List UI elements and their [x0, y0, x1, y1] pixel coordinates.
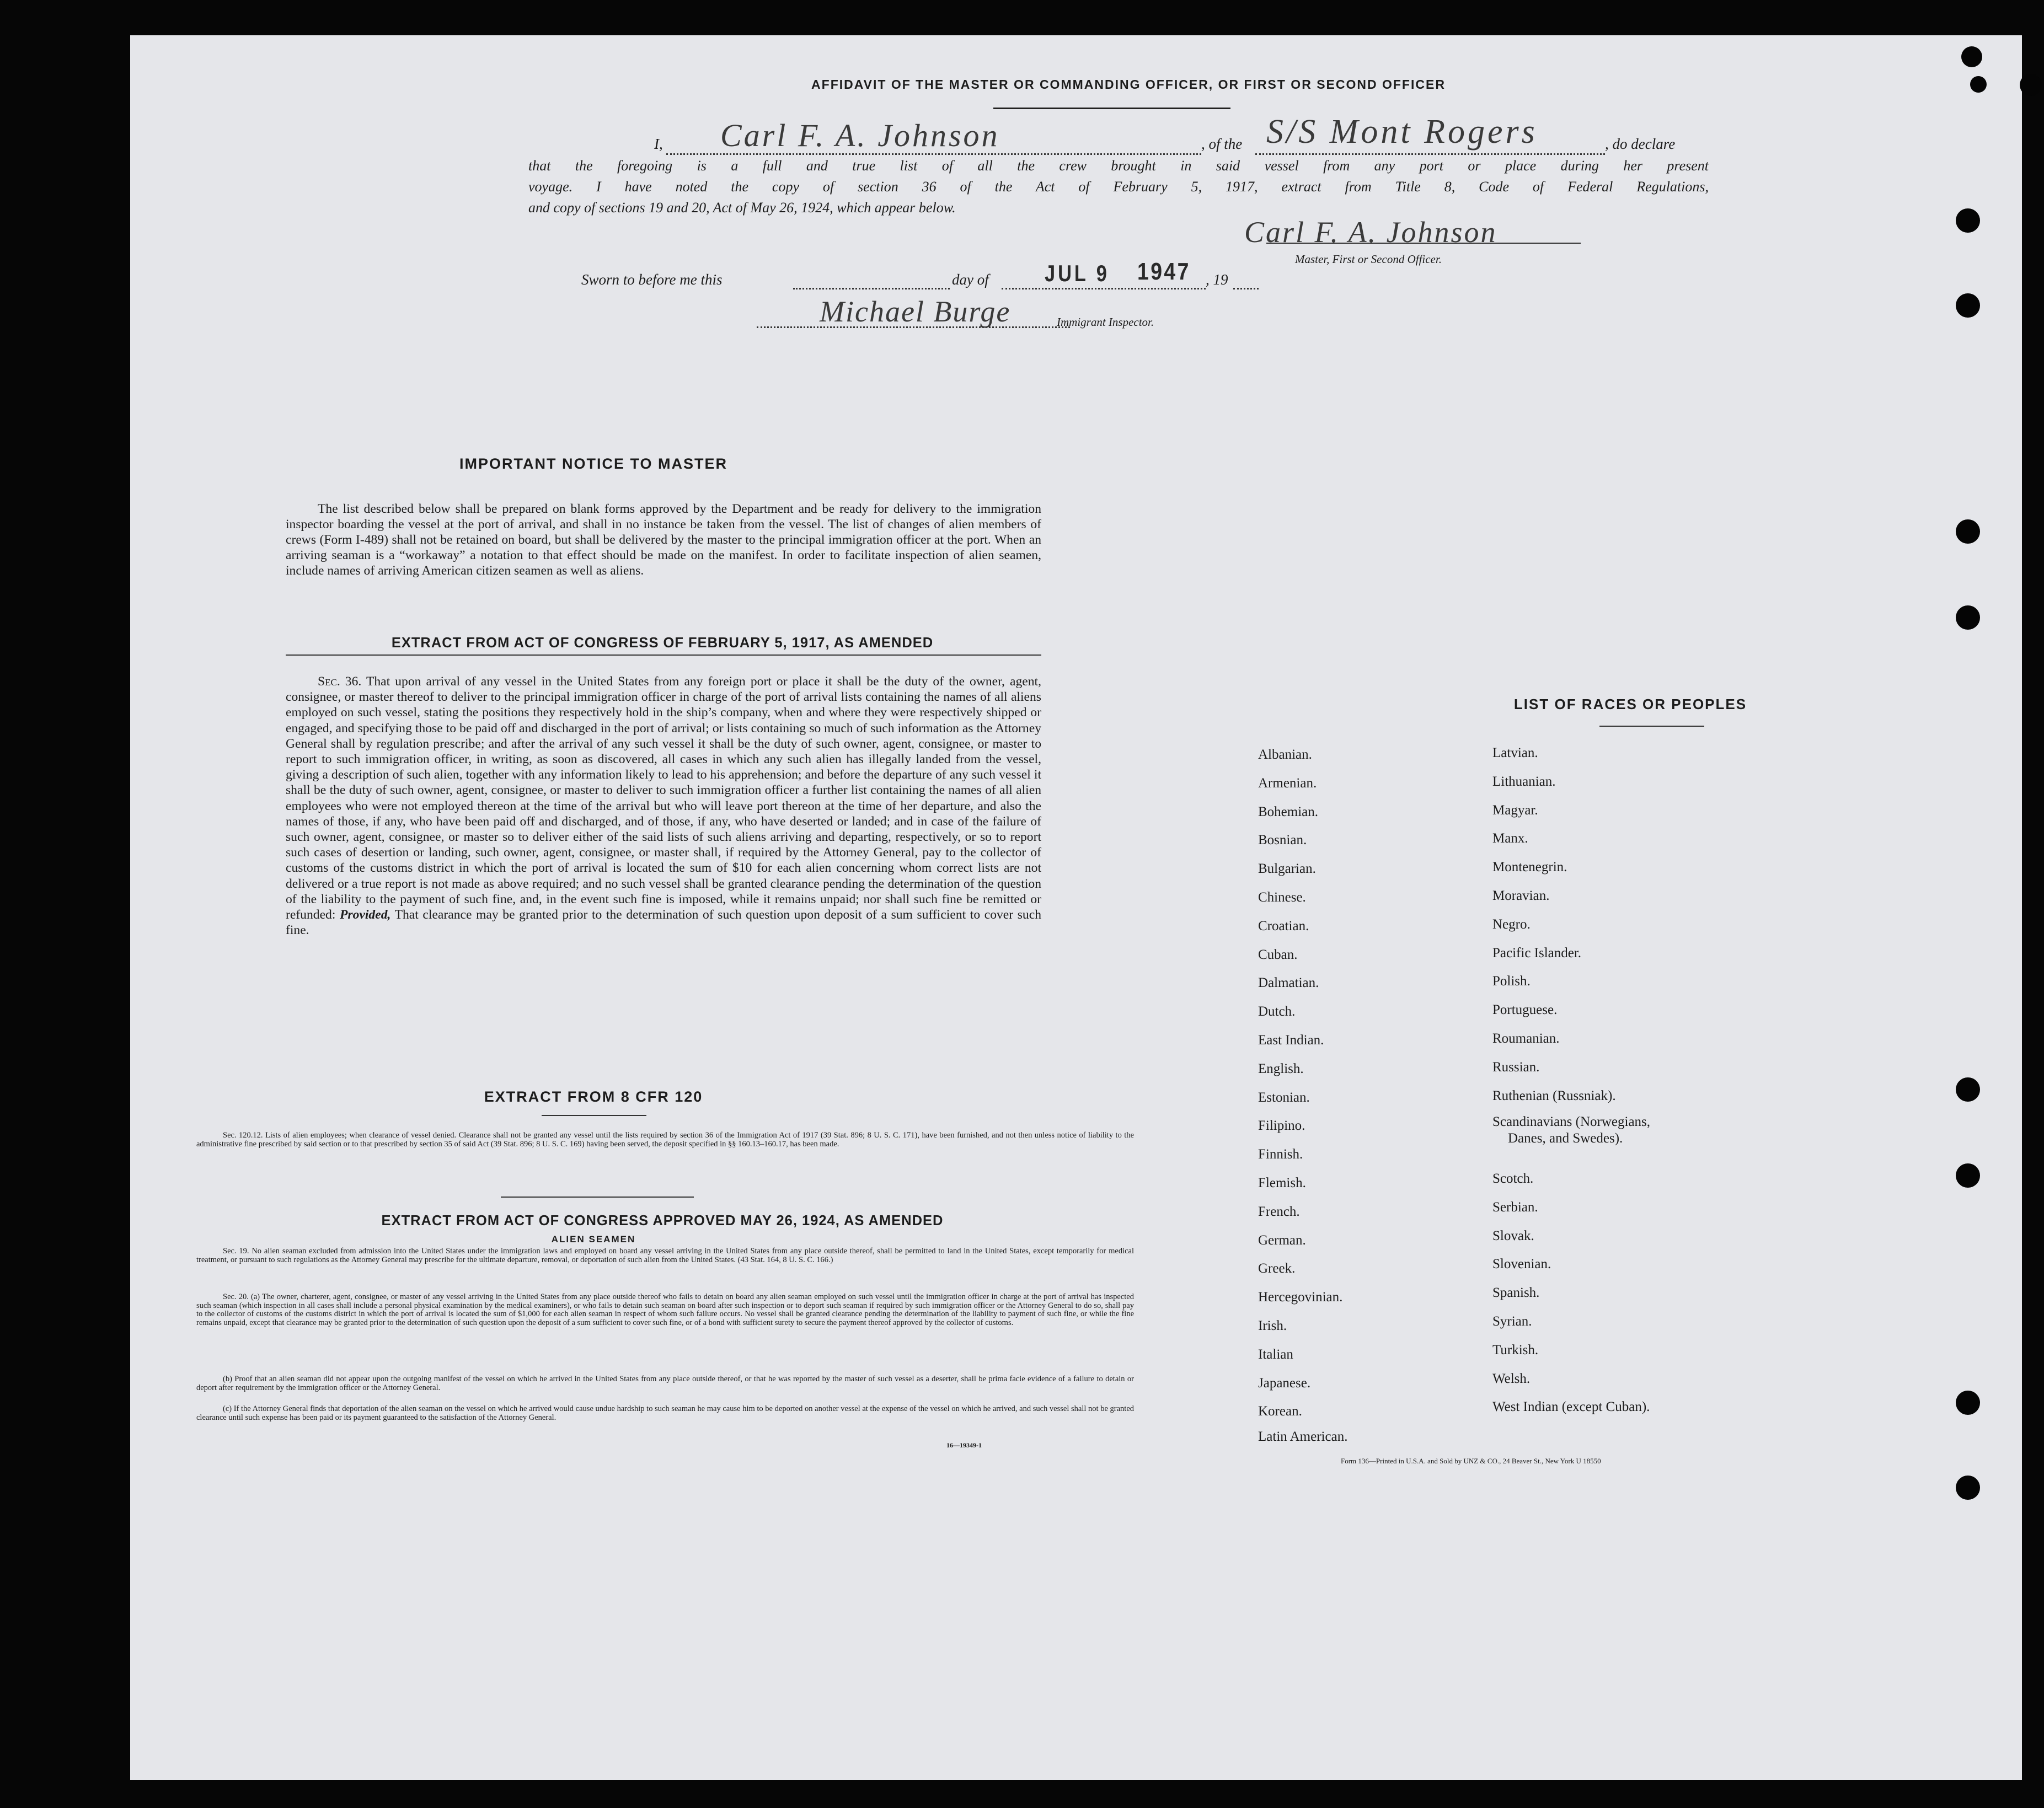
inspector-signature: Michael Burge — [820, 295, 1011, 328]
people-item: Slovak. — [1492, 1228, 1534, 1243]
people-item: East Indian. — [1258, 1032, 1324, 1048]
people-item: Bulgarian. — [1258, 861, 1316, 877]
act-1924-heading: EXTRACT FROM ACT OF CONGRESS APPROVED MAY 26, 1924, AS AMENDED — [381, 1213, 944, 1228]
scandinavians-line-2: Danes, and Swedes). — [1508, 1131, 1623, 1146]
act-1924-sec-19: Sec. 19. No alien seaman excluded from admission into the United States under the immigration laws and employed on board any vessel arriving in the United States from any place outside thereof, shall be permitted to land in the United States, except temporarily for medical treatment, or pursuant to such regulations as the Attorney General may prescribe for the ultimate departure, removal, or deportation of such alien from the United States. (43 Stat. 164, 8 U. S. C. 166.) — [196, 1247, 1134, 1264]
punch-hole — [1956, 519, 1980, 544]
act-1924-sec-20a: Sec. 20. (a) The owner, charterer, agent, consignee, or master of any vessel arriving in the United States from any place outside thereof who fails to detain on board any alien seaman employed on such vessel until the immigration officer in charge at the port of arrival has inspected such seaman (which inspection in all cases shall include a personal physical examination by the medical examiners), or who fails to detain such seaman on board after such inspection or to deport such seaman if required by such immigration officer or the Attorney General to do so, shall pay to the collector of customs of the customs district in which the port of arrival is located the sum of $1,000 for each alien seaman in respect of whom such failure occurs. No vessel shall be granted clearance pending the determination of the liability to payment of such fine, or while the fine remains unpaid, except that clearance may be granted prior to the determination of such question upon the deposit of a sum sufficient to cover such fine, or of a bond with sufficient surety to secure the payment thereof approved by the collector of customs. — [196, 1292, 1134, 1327]
people-item: Latin American. — [1258, 1429, 1348, 1445]
people-item: Filipino. — [1258, 1118, 1305, 1134]
people-item: Irish. — [1258, 1318, 1287, 1333]
people-item: Hercegovinian. — [1258, 1290, 1343, 1305]
people-item: Dalmatian. — [1258, 975, 1319, 991]
people-item: English. — [1258, 1061, 1304, 1076]
declaration-i: I, — [654, 136, 663, 152]
people-item: Finnish. — [1258, 1147, 1303, 1162]
sworn-month-line — [1002, 288, 1206, 289]
notice-heading: IMPORTANT NOTICE TO MASTER — [459, 455, 727, 472]
people-item: Greek. — [1258, 1261, 1296, 1276]
punch-hole — [1961, 46, 1982, 67]
punch-hole — [1956, 1476, 1980, 1500]
cfr-end-rule — [501, 1197, 694, 1198]
people-item: Croatian. — [1258, 918, 1309, 933]
cfr-heading-rule — [542, 1115, 646, 1116]
act-1917-section-label: Sec. 36. — [318, 674, 362, 689]
punch-hole — [1956, 1163, 1980, 1188]
people-item: Armenian. — [1258, 775, 1317, 791]
people-item: Dutch. — [1258, 1004, 1296, 1020]
people-item: German. — [1258, 1232, 1306, 1248]
people-item: French. — [1258, 1204, 1300, 1219]
cfr-heading: EXTRACT FROM 8 CFR 120 — [484, 1088, 703, 1105]
sworn-label: Sworn to before me this — [581, 271, 723, 288]
do-declare-text: , do declare — [1605, 136, 1676, 152]
people-item: Ruthenian (Russniak). — [1492, 1088, 1616, 1103]
people-item: Latvian. — [1492, 745, 1538, 760]
people-item: Spanish. — [1492, 1285, 1540, 1301]
punch-hole — [1956, 208, 1980, 233]
nineteen-label: , 19 — [1206, 271, 1228, 288]
peoples-left-column — [1258, 741, 1446, 1448]
peoples-heading-rule — [1599, 726, 1704, 727]
vessel-name-handwritten: S/S Mont Rogers — [1266, 113, 1538, 151]
people-item: Manx. — [1492, 831, 1528, 846]
act-1917-heading: EXTRACT FROM ACT OF CONGRESS OF FEBRUARY 5, 1917, AS AMENDED — [391, 635, 934, 651]
form-footer: Form 136—Printed in U.S.A. and Sold by UNZ & CO., 24 Beaver St., New York U 18550 — [1341, 1457, 1601, 1465]
peoples-right-column-b — [1492, 1165, 1768, 1421]
people-item: Cuban. — [1258, 947, 1298, 962]
people-item: Magyar. — [1492, 802, 1538, 818]
people-item: Pacific Islander. — [1492, 945, 1582, 961]
punch-hole — [1956, 293, 1980, 318]
people-item: Japanese. — [1258, 1375, 1311, 1391]
master-signature-line — [1266, 243, 1581, 244]
peoples-heading: LIST OF RACES OR PEOPLES — [1513, 696, 1747, 712]
vessel-line — [1255, 153, 1605, 155]
people-item: Scotch. — [1492, 1171, 1534, 1186]
act-1917-body — [286, 674, 1041, 938]
of-the-text: , of the — [1201, 136, 1243, 152]
day-of-label: day of — [952, 271, 989, 288]
peoples-right-column-a — [1492, 739, 1768, 1110]
master-signature: Carl F. A. Johnson — [1244, 216, 1497, 249]
people-item: Bosnian. — [1258, 833, 1307, 848]
act-1924-sec-20b: (b) Proof that an alien seaman did not appear upon the outgoing manifest of the vessel on which he arrived in the United States from any place outside thereof, or that he was reported by the master of such vessel as a deserter, shall be prima facie evidence of a failure to detain or deport after requirement by the immigration officer or the Attorney General. — [196, 1375, 1134, 1392]
master-label: Master, First or Second Officer. — [1295, 253, 1442, 266]
people-item: Moravian. — [1492, 888, 1550, 903]
act-1924-sec-20c: (c) If the Attorney General finds that deportation of the alien seaman on the vessel on which he arrived would cause undue hardship to such seaman he may cause him to be deported on another vessel at the expense of the vessel on which he arrived, and such vessel shall not be granted clearance until such expense has been paid or its payment guaranteed to the satisfaction of the Attorney General. — [196, 1404, 1134, 1422]
punch-hole — [1956, 605, 1980, 630]
inspector-label: Immigrant Inspector. — [1057, 315, 1154, 329]
scandinavians-line-1: Scandinavians (Norwegians, — [1492, 1114, 1651, 1129]
people-item: Albanian. — [1258, 747, 1312, 762]
sworn-year-line — [1233, 288, 1259, 289]
sworn-day-line — [793, 288, 950, 289]
master-name-handwritten: Carl F. A. Johnson — [720, 117, 1000, 153]
people-item: Roumanian. — [1492, 1031, 1560, 1046]
declaration-line-2: voyage. I have noted the copy of section 36 of the Act of February 5, 1917, extract from Title 8, Code of Federal Regulations, — [528, 179, 1709, 195]
punch-hole — [1956, 1391, 1980, 1415]
people-item: Welsh. — [1492, 1371, 1531, 1386]
people-item: Lithuanian. — [1492, 774, 1556, 789]
people-item: Italian — [1258, 1346, 1293, 1362]
people-item: Syrian. — [1492, 1313, 1532, 1329]
people-item: Korean. — [1258, 1404, 1302, 1419]
people-item: Portuguese. — [1492, 1002, 1558, 1018]
declaration-line-1: that the foregoing is a full and true list of all the crew brought in said vessel from any port or place during her present — [528, 158, 1709, 174]
people-item: Russian. — [1492, 1059, 1540, 1075]
people-item: Turkish. — [1492, 1342, 1539, 1358]
act-1917-text-a: That upon arrival of any vessel in the United States from any foreign port or place it shall be the duty of the owner, agent, consignee, or master thereof to deliver to the principal immigration officer in charge of the port of arrival lists containing the names of all aliens employed on such vessel, stating the positions they respectively hold in the ship’s company, when and where they were respectively shipped or engaged, and specifying those to be paid off and discharged in the port of arrival; or lists containing so much of such information as the Attorney General shall by regulation prescribe; and after the arrival of any such vessel it shall be the duty of such owner, agent, consignee, or master to report to such immigration officer, in writing, as soon as discovered, all cases in which any such alien has illegally landed from the vessel, giving a description of such alien, together with any information likely to lead to his apprehension; and before the departure of any such vessel it shall be the duty of such owner, agent, consignee, or master to deliver to such immigration officer a further list containing the names of all alien employees who were not employed thereon at the time of the arrival but who will leave port thereon at the time of her departure, and also the names of those, if any, who have been paid off and discharged, and of those, if any, who have deserted or landed; and in case of the failure of such owner, agent, consignee, or master so to deliver either of the said lists of such aliens arriving and departing, respectively, or so to report such cases of desertion or landing, such owner, agent, consignee, or master shall, if required by the Attorney General, pay to the collector of customs of the customs district in which the port of arrival is located the sum of $10 for each alien concerning whom correct lists are not delivered or a true report is not made as above required; and no such vessel shall be granted clearance pending the determination of the question of the liability to the payment of such fine, and, in the event such fine is imposed, while it remains unpaid; nor shall such fine be remitted or refunded: — [286, 674, 1041, 922]
act-1917-heading-rule — [286, 654, 1041, 656]
punch-hole — [1956, 1077, 1980, 1102]
people-item: West Indian (except Cuban). — [1492, 1399, 1650, 1415]
print-code: 16—19349-1 — [946, 1441, 982, 1449]
people-item: Serbian. — [1492, 1199, 1538, 1215]
affidavit-heading-rule — [993, 108, 1230, 109]
people-item: Bohemian. — [1258, 804, 1319, 819]
punch-hole — [1970, 76, 1987, 93]
act-1917-text-b: That clearance may be granted prior to the determination of such question upon deposit of a sum sufficient to cover such fine. — [286, 908, 1041, 938]
people-item: Montenegrin. — [1492, 860, 1567, 875]
affidavit-heading: AFFIDAVIT OF THE MASTER OR COMMANDING OFFICER, OR FIRST OR SECOND OFFICER — [811, 77, 1446, 92]
date-stamp: JUL 9 — [1045, 260, 1110, 286]
declaration-line-3: and copy of sections 19 and 20, Act of May 26, 1924, which appear below. — [528, 200, 956, 216]
punch-hole — [2020, 74, 2042, 96]
people-item: Estonian. — [1258, 1090, 1310, 1105]
act-1924-subheading: ALIEN SEAMEN — [551, 1234, 636, 1244]
people-item: Chinese. — [1258, 889, 1306, 905]
people-item: Negro. — [1492, 916, 1531, 932]
year-stamp: 1947 — [1137, 258, 1191, 285]
notice-body: The list described below shall be prepared on blank forms approved by the Department and be ready for delivery to the immigration inspector boarding the vessel at the port of arrival, and shall in no instance be taken from the vessel. The list of changes of alien members of crews (Form I-489) shall not be retained on board, but shall be delivered by the master to the principal immigration officer at the port. When an arriving seaman is a “workaway” a notation to that effect should be made on the manifest. In order to facilitate inspection of alien seamen, include names of arriving American citizen seamen as well as aliens. — [286, 502, 1041, 578]
scandinavians-entry — [1492, 1114, 1650, 1147]
people-item: Polish. — [1492, 974, 1531, 989]
people-item: Slovenian. — [1492, 1257, 1551, 1272]
cfr-body: Sec. 120.12. Lists of alien employees; when clearance of vessel denied. Clearance shall not be granted any vessel until the lists required by section 36 of the Immigration Act of 1917 (39 Stat. 896; 8 U. S. C. 171), have been furnished, and not then unless notice of liability to the administrative fine prescribed by said section or to that prescribed by section 35 of said Act (39 Stat. 896; 8 U. S. C. 169) having been served, the deposit specified in §§ 160.13–160.17, has been made. — [196, 1131, 1134, 1149]
document-sheet — [130, 35, 2022, 1780]
act-1917-provided: Provided, — [340, 908, 391, 922]
people-item: Flemish. — [1258, 1175, 1306, 1190]
